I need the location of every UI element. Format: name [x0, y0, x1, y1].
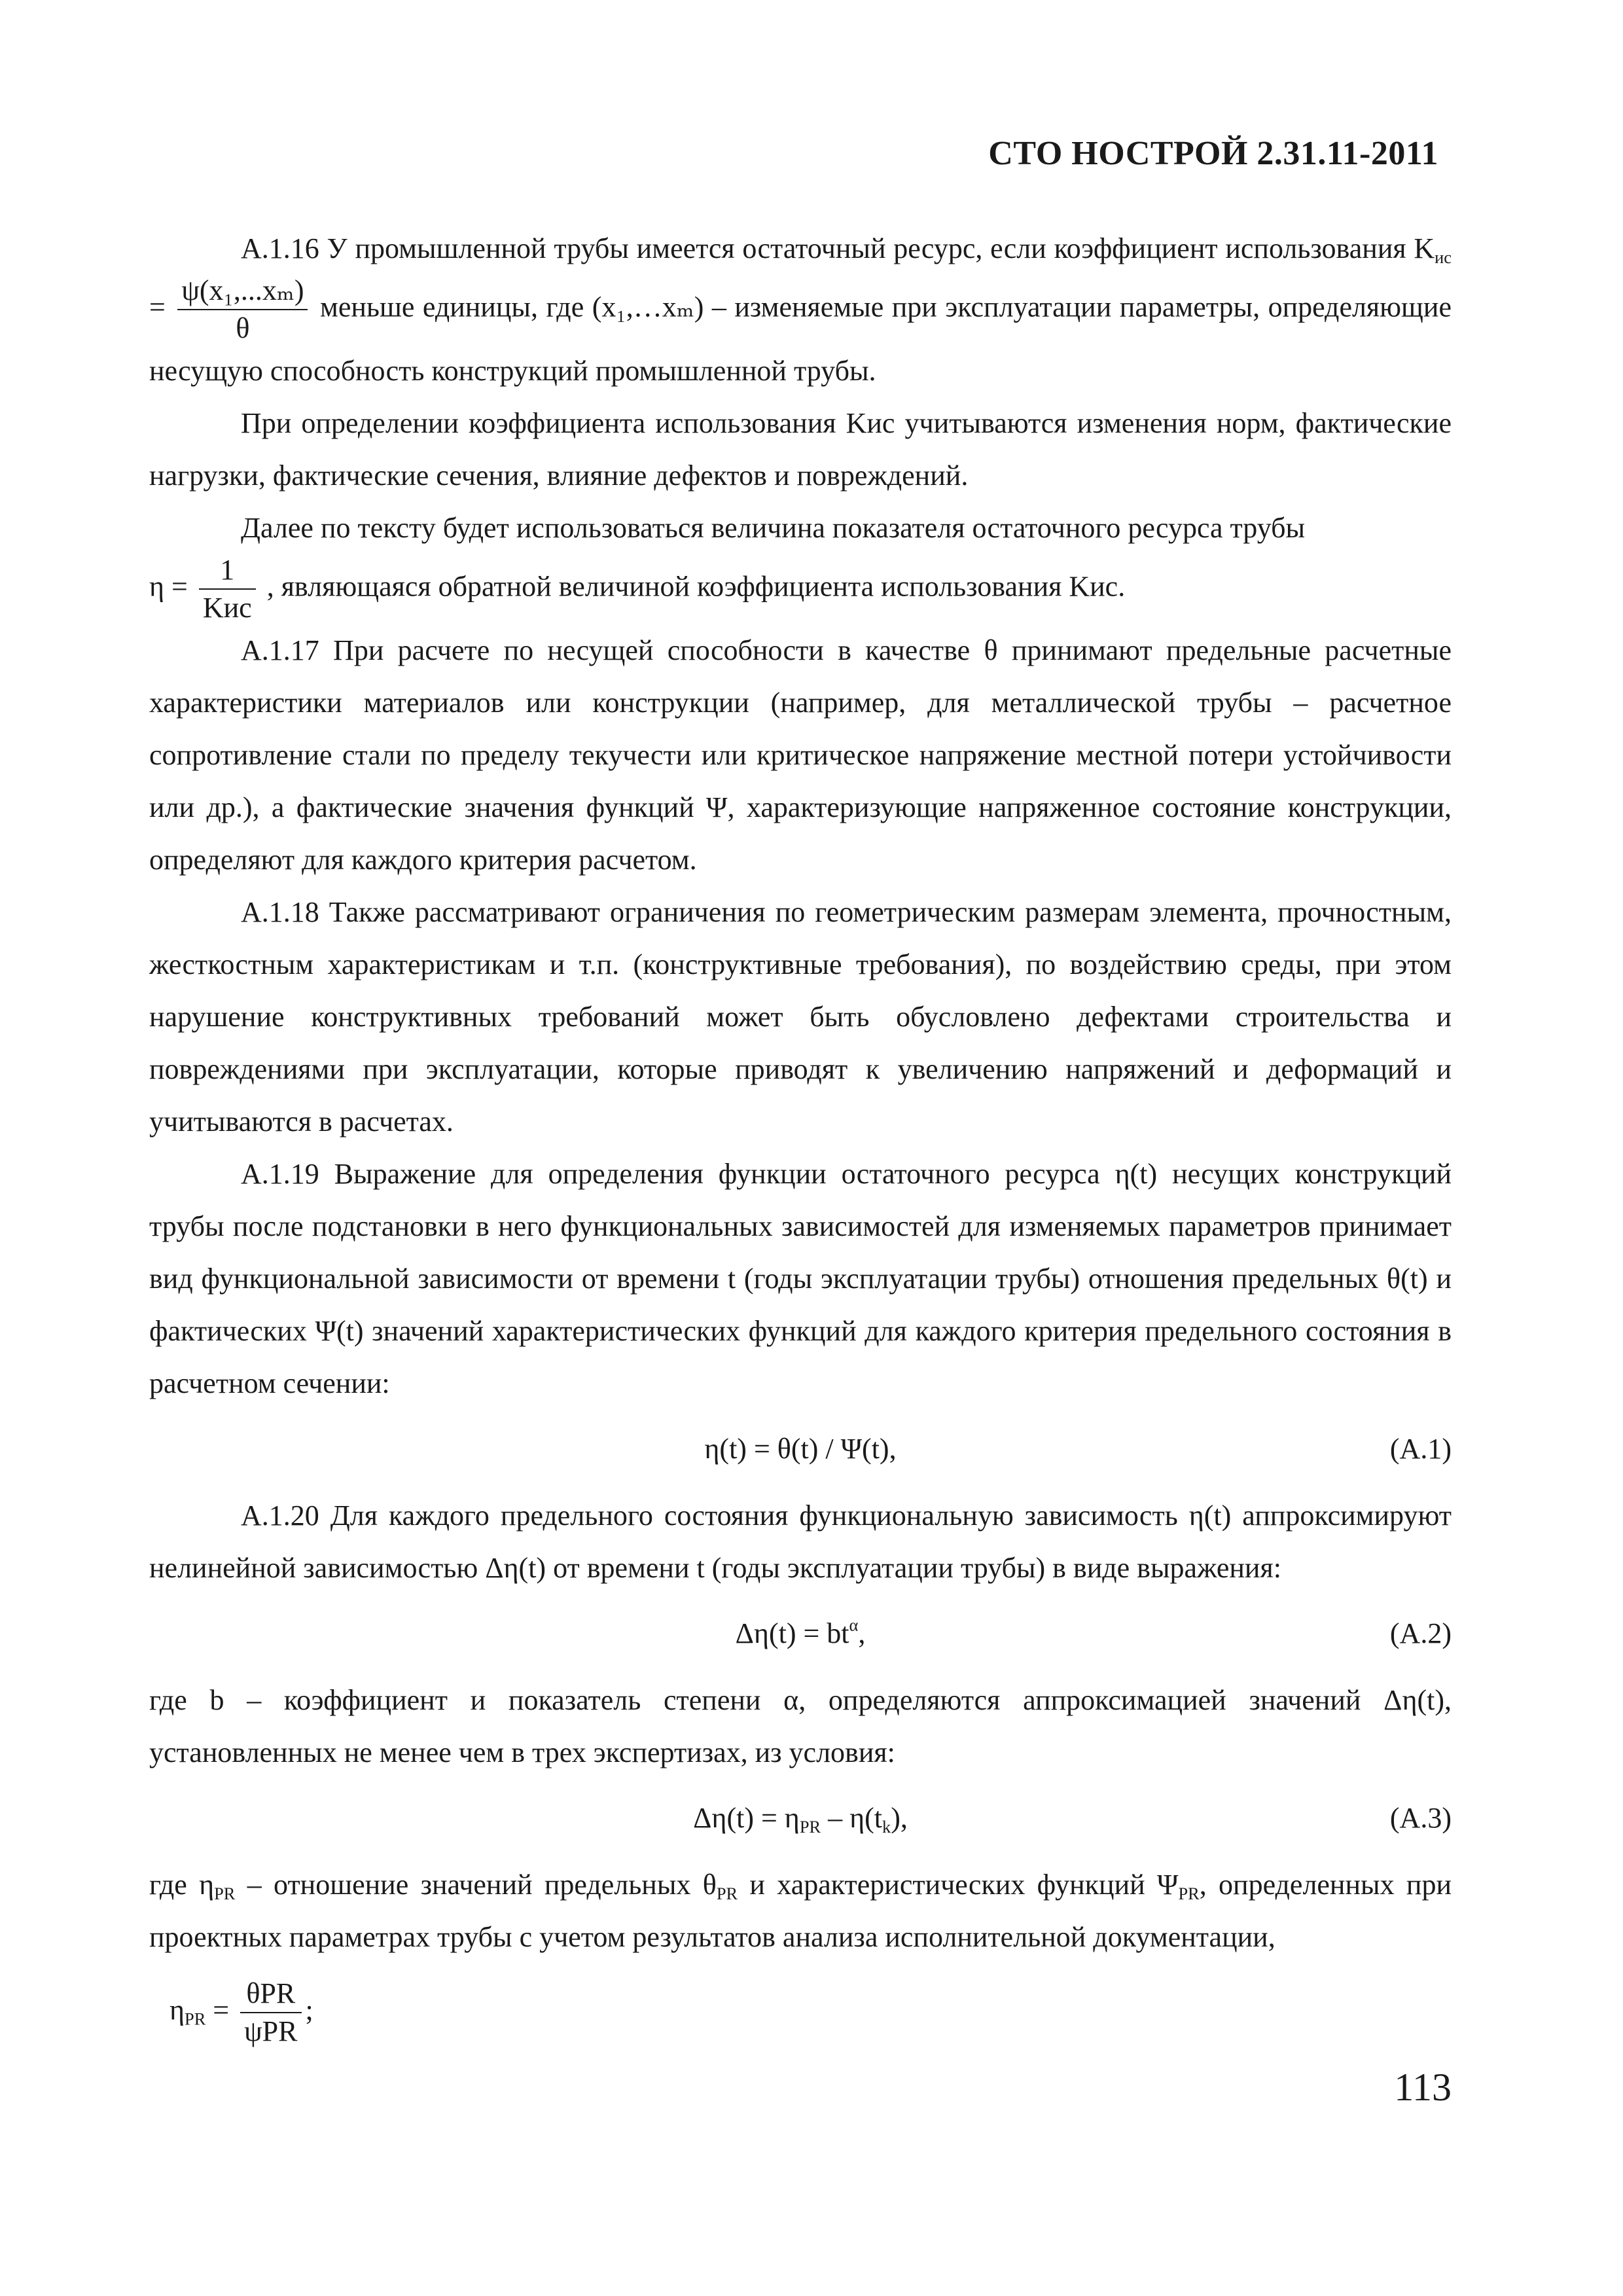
paragraph-a120: А.1.20 Для каждого предельного состояния функциональную зависимость η(t) аппроксимируют нелинейной зависимостью Δη(t) от времени t (годы эксплуатации трубы) в виде выражения:: [149, 1499, 1452, 1584]
paragraph-a116: А.1.16 У промышленной трубы имеется остаточный ресурс, если коэффициент использования $K_{ис}$ = $\frac{\text{ψ(x₁,...xₘ)}}{\theta}$ меньше единицы, где (x₁,…xₘ) – изменяемые при эксплуатации параметры, определяющие несущую способность конструкций промышленной трубы.: [149, 232, 1452, 387]
equation-label: (А.1): [1389, 1432, 1452, 1465]
paragraph-norms: При определении коэффициента использования Kис учитываются изменения норм, фактические нагрузки, фактические сечения, влияние дефектов и повреждений.: [149, 406, 1452, 492]
paragraph-a118: А.1.18 Также рассматривают ограничения по геометрическим размерам элемента, прочностным, жесткостным характеристикам и т.п. (конструктивные требования), по воздействию среды, при этом нарушение конструктивных требований может быть обусловлено дефектами строительства и повреждениями при эксплуатации, которые приводят к увеличению напряжений и деформаций и учитываются в расчетах.: [149, 895, 1452, 1138]
equation-a2: $\Delta\eta(t) = bt^\alpha$, (А.2): [149, 1607, 1452, 1660]
equation-label: (А.2): [1389, 1617, 1452, 1649]
eta-fraction: $\frac{1}{\text{Kис}}$: [199, 554, 256, 624]
equation-label: (А.3): [1389, 1801, 1452, 1834]
equation-a1: η(t) = θ(t) / Ψ(t), (А.1): [149, 1423, 1452, 1475]
document-code-header: СТО НОСТРОЙ 2.31.11-2011: [988, 135, 1438, 172]
paragraph-after-a3: где $\eta_{PR}$ – отношение значений предельных $\theta_{PR}$ и характеристических функций $\Psi_{PR}$, определенных при проектных параметрах трубы с учетом результатов анализа исполнительной документации,: [149, 1868, 1452, 1953]
equation-a3: $\Delta\eta(t) = \eta_{PR} - \eta(t_k)$, (А.3): [149, 1792, 1452, 1844]
paragraph-residual-indicator: Далее по тексту будет использоваться величина показателя остаточного ресурса трубы η = $\frac{1}{\text{Kис}}$ , являющаяся обратной величиной коэффициента использования Kис.: [149, 511, 1306, 624]
kis-symbol: $K_{ис}$: [1414, 232, 1452, 267]
paragraph-a119: А.1.19 Выражение для определения функции остаточного ресурса η(t) несущих конструкций трубы после подстановки в него функциональных зависимостей для изменяемых параметров принимает вид функциональной зависимости от времени t (годы эксплуатации трубы) отношения предельных θ(t) и фактических Ψ(t) значений характеристических функций для каждого критерия предельного состояния в расчетном сечении:: [149, 1157, 1452, 1399]
paragraph-after-a2: где b – коэффициент и показатель степени α, определяются аппроксимацией значений Δη(t), установленных не менее чем в трех экспертизах, из условия:: [149, 1683, 1452, 1768]
paragraph-a117: А.1.17 При расчете по несущей способности в качестве θ принимают предельные расчетные характеристики материалов или конструкции (например, для металлической трубы – расчетное сопротивление стали по пределу текучести или критическое напряжение местной потери устойчивости или др.), а фактические значения функций Ψ, характеризующие напряженное состояние конструкции, определяют для каждого критерия расчетом.: [149, 634, 1452, 876]
eta-pr-formula: $\eta_{PR}$ = $\frac{\text{θPR}}{\text{ψPR}}$ ;: [169, 1977, 313, 2047]
eta-pr-fraction: $\frac{\text{θPR}}{\text{ψPR}}$: [240, 1978, 301, 2048]
kis-fraction: $\frac{\text{ψ(x₁,...xₘ)}}{\theta}$: [177, 275, 308, 345]
body-text: [149, 223, 1452, 2047]
page-number: 113: [1394, 2066, 1452, 2109]
